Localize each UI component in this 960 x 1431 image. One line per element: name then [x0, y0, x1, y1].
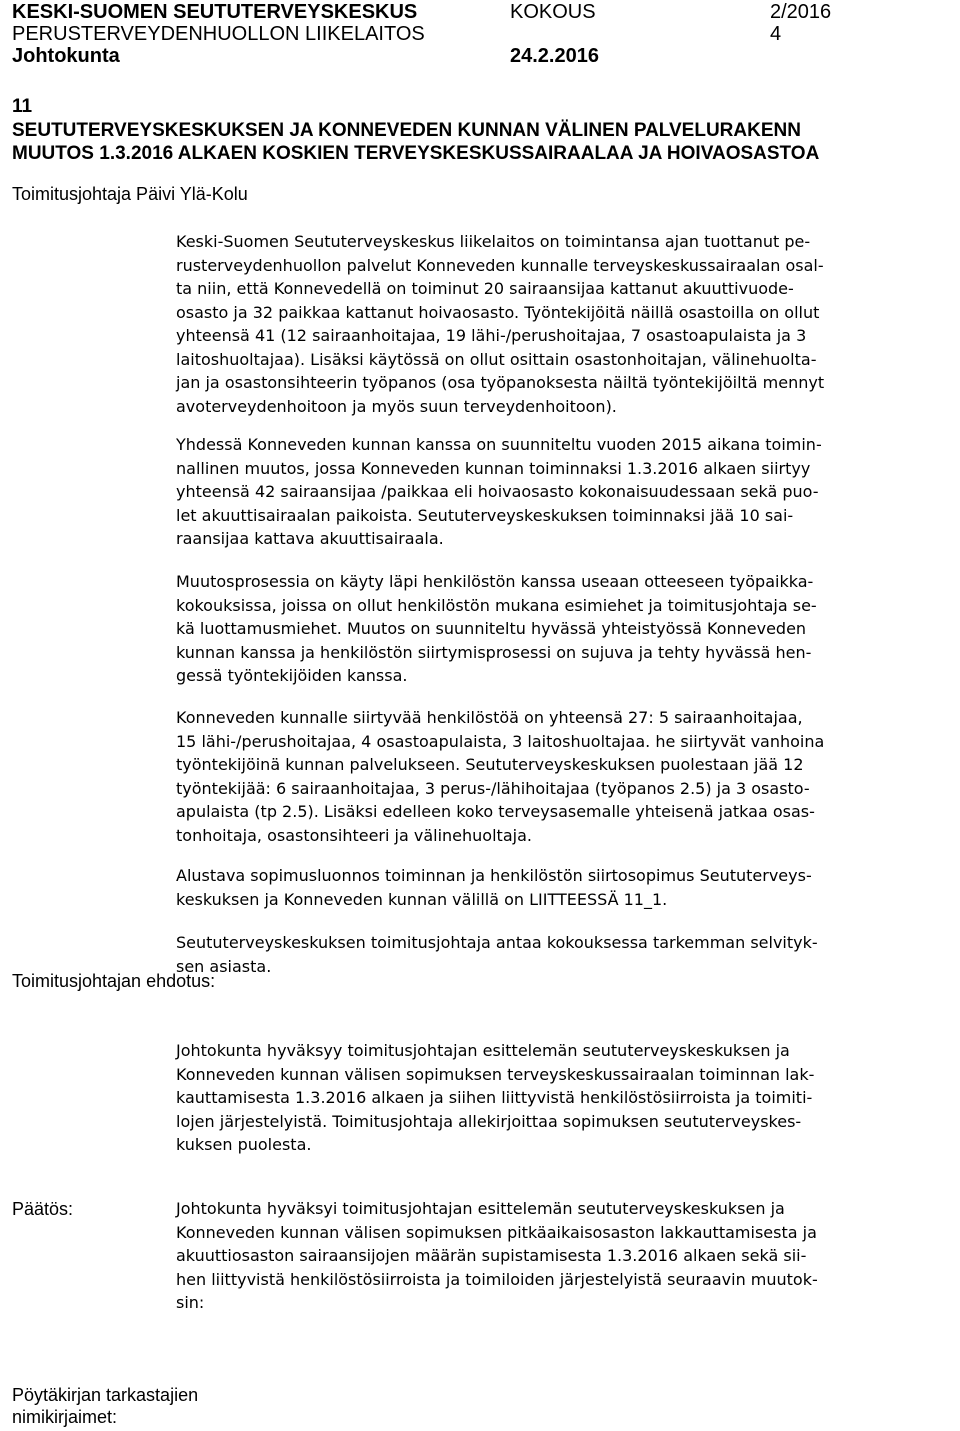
text-line: rusterveydenhuollon palvelut Konneveden kunnalle terveyskeskussairaalan osal-	[176, 255, 824, 275]
body-name: Johtokunta	[12, 45, 120, 67]
text-line: raansijaa kattava akuuttisairaala.	[176, 529, 444, 548]
text-line: Keski-Suomen Seututerveyskeskus liikelaitos on toimintansa ajan tuottanut pe-	[176, 232, 811, 251]
meeting-date: 24.2.2016	[510, 45, 599, 67]
decision-text	[176, 1197, 960, 1315]
text-line: kokouksissa, joissa on ollut henkilöstön mukana esimiehet ja toimitusjohtaja se-	[176, 595, 817, 615]
proposal-label: Toimitusjohtajan ehdotus:	[12, 971, 216, 991]
text-line: kä luottamusmiehet. Muutos on suunniteltu hyvässä yhteistyössä Konneveden	[176, 619, 807, 638]
presenter: Toimitusjohtaja Päivi Ylä-Kolu	[12, 184, 248, 204]
text-line: keskuksen ja Konneveden kunnan välillä on LIITTEESSÄ 11_1.	[176, 889, 668, 909]
text-line: gessä työntekijöiden kanssa.	[176, 666, 408, 685]
paragraph	[176, 864, 960, 911]
text-line: Konneveden kunnan välisen sopimuksen pitkäaikaisosaston lakkauttamisesta ja	[176, 1222, 817, 1242]
text-line: hen liittyvistä henkilöstösiirroista ja toimiloiden järjestelyistä seuraavin muutok-	[176, 1269, 818, 1289]
text-line: nallinen muutos, jossa Konneveden kunnan toiminnaksi 1.3.2016 alkaen siirtyy	[176, 458, 811, 478]
text-line: Alustava sopimusluonnos toiminnan ja henkilöstön siirtosopimus Seututerveys-	[176, 866, 812, 885]
text-line: kuksen puolesta.	[176, 1135, 312, 1154]
text-line: akuuttiosaston sairaansijojen määrän supistamisesta 1.3.2016 alkaen sekä sii-	[176, 1246, 807, 1265]
text-line: lojen järjestelyistä. Toimitusjohtaja allekirjoittaa sopimuksen seututerveyskes-	[176, 1111, 802, 1131]
text-line: kunnan kanssa ja henkilöstön siirtymisprosessi on sujuva ja tehty hyvässä hen-	[176, 642, 812, 662]
section-number: 11	[12, 96, 33, 117]
text-line: osasto ja 32 paikkaa kattanut hoivaosasto. Työntekijöitä näillä osastoilla on ollut	[176, 302, 820, 322]
text-line: apulaista (tp 2.5). Lisäksi edelleen koko terveysasemalle yhteisenä jatkaa osas-	[176, 802, 815, 821]
text-line: sen asiasta.	[176, 956, 272, 976]
org-name: KESKI-SUOMEN SEUTUTERVEYSKESKUS	[12, 1, 418, 23]
text-line: Konneveden kunnan välisen sopimuksen terveyskeskussairaalan toiminnan lak-	[176, 1064, 815, 1084]
text-line: Johtokunta hyväksyy toimitusjohtajan esittelemän seututerveyskeskuksen ja	[176, 1041, 790, 1060]
text-line: Johtokunta hyväksyi toimitusjohtajan esittelemän seututerveyskeskuksen ja	[176, 1199, 785, 1218]
text-line: yhteensä 41 (12 sairaanhoitajaa, 19 lähi-/perushoitajaa, 7 osastoapulaista ja 3	[176, 326, 807, 345]
meeting-number: 2/2016	[770, 1, 832, 23]
text-line: Yhdessä Konneveden kunnan kanssa on suunniteltu vuoden 2015 aikana toimin-	[176, 435, 822, 454]
text-line: työntekijää: 6 sairaanhoitajaa, 3 perus-/lähihoitajaa (työpanos 2.5) ja 3 osasto-	[176, 778, 810, 798]
text-line: let akuuttisairaalan paikoista. Seututerveyskeskuksen toiminnaksi jää 10 sai-	[176, 505, 794, 525]
text-line: 15 lähi-/perushoitajaa, 4 osastoapulaista, 3 laitoshuoltajaa. he siirtyvät vanhoina	[176, 731, 825, 751]
paragraph	[176, 931, 960, 978]
text-line: kauttamisesta 1.3.2016 alkaen ja siihen liittyvistä henkilöstösiirroista ja toimiti-	[176, 1088, 813, 1107]
unit-name: PERUSTERVEYDENHUOLLON LIIKELAITOS	[12, 23, 425, 45]
paragraph	[176, 570, 960, 688]
decision-label: Päätös:	[12, 1199, 74, 1219]
text-line: Seututerveyskeskuksen toimitusjohtaja antaa kokouksessa tarkemman selvityk-	[176, 933, 818, 952]
text-line: tonhoitaja, osastonsihteeri ja välinehuoltaja.	[176, 825, 532, 845]
text-line: jan ja osastonsihteerin työpanos (osa työpanoksesta näiltä työntekijöiltä mennyt	[176, 373, 825, 392]
paragraph	[176, 433, 960, 551]
paragraph	[176, 706, 960, 847]
section-title-line: MUUTOS 1.3.2016 ALKAEN KOSKIEN TERVEYSKESKUSSAIRAALAA JA HOIVAOSASTOA	[12, 143, 820, 164]
page-number: 4	[770, 23, 782, 45]
text-line: Konneveden kunnalle siirtyvää henkilöstöä on yhteensä 27: 5 sairaanhoitajaa,	[176, 708, 803, 727]
paragraph	[176, 230, 960, 418]
footer-label: Pöytäkirjan tarkastajien	[12, 1385, 199, 1405]
text-line: sin:	[176, 1293, 205, 1312]
text-line: laitoshuoltajaa). Lisäksi käytössä on ollut osittain osastonhoitajan, välinehuolta-	[176, 349, 817, 369]
section-title-line: SEUTUTERVEYSKESKUKSEN JA KONNEVEDEN KUNNAN VÄLINEN PALVELURAKENN	[12, 120, 801, 141]
document-type: KOKOUS	[510, 1, 596, 23]
text-line: työntekijöinä kunnan palvelukseen. Seututerveyskeskuksen puolestaan jää 12	[176, 755, 804, 774]
text-line: avoterveydenhoitoon ja myös suun terveydenhoitoon).	[176, 396, 617, 416]
text-line: yhteensä 42 sairaansijaa /paikkaa eli hoivaosasto kokonaisuudessaan sekä puo-	[176, 482, 819, 501]
proposal-text	[176, 1039, 960, 1157]
text-line: ta niin, että Konnevedellä on toiminut 20 sairaansijaa kattanut akuuttivuode-	[176, 279, 794, 298]
footer-label: nimikirjaimet:	[12, 1407, 118, 1427]
text-line: Muutosprosessia on käyty läpi henkilöstön kanssa useaan otteeseen työpaikka-	[176, 572, 814, 591]
